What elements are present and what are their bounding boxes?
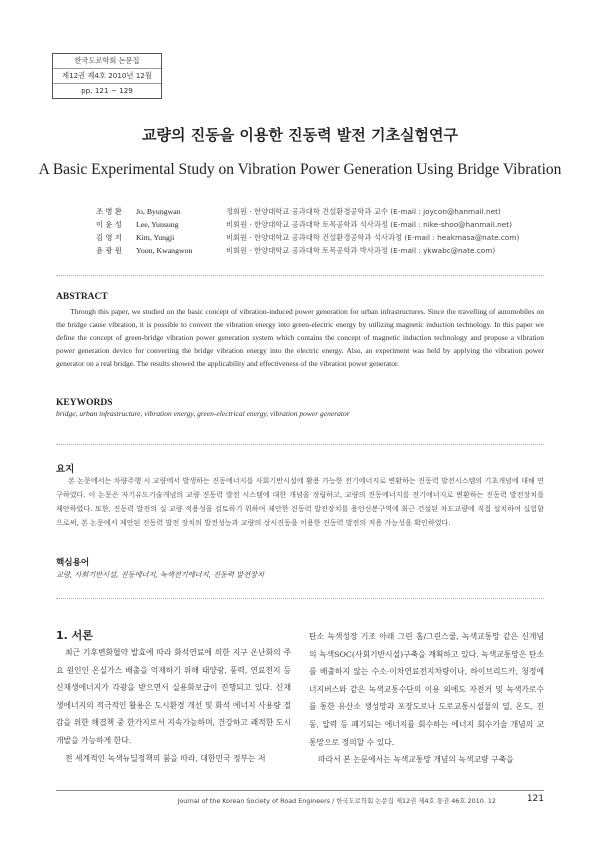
journal-pages: pp. 121 ~ 129 bbox=[53, 83, 161, 98]
page-number: 121 bbox=[526, 794, 544, 804]
author-affiliation: 비회원 · 한양대학교 공과대학 토목공학과 박사과정 (E-mail : ykwabc@nate.com) bbox=[226, 246, 496, 255]
author-name-ko: 윤 광 원 bbox=[96, 246, 122, 255]
author-name-en: Kim, Yungji bbox=[136, 233, 175, 242]
korean-keywords-heading: 핵심용어 bbox=[56, 558, 90, 568]
journal-volume: 제12권 제4호 2010년 12월 bbox=[53, 68, 161, 83]
footer-rule bbox=[56, 790, 544, 791]
body-paragraph: 최근 기후변화협약 발효에 따라 화석연료에 의한 지구 온난화의 주요 원인인 온실가스 배출을 억제하기 위해 태양광, 풍력, 연료전지 등 신재생에너지가 각광을 받으면서 실용화보급이 진행되고 있다. 신재생에너지의 적극적인 활용은 도시환경 개선 및 화석 에너지 사용량 절감을 위한 해결책 중 한가지로서 지속가능하며, 건강하고 쾌적한 도시 개발을 가능하게 한다. bbox=[56, 648, 291, 745]
footer-journal-citation: Journal of the Korean Society of Road Engineers / 한국도로학회 논문집 제12권 제4호 통권 46호 2010. 12 bbox=[177, 797, 496, 805]
author-name-en: Jo, Byungwan bbox=[136, 207, 181, 216]
body-paragraph: 따라서 본 논문에서는 녹색교통망 개념의 녹색교량 구축을 bbox=[318, 755, 514, 765]
author-name-en: Lee, Yunsung bbox=[136, 220, 179, 229]
author-row bbox=[96, 244, 519, 257]
journal-name: 한국도로학회 논문집 bbox=[74, 56, 140, 65]
body-paragraph: 전 세계적인 녹색뉴딜정책의 붐을 따라, 대한민국 정부는 저 bbox=[65, 753, 266, 763]
keywords-heading: KEYWORDS bbox=[56, 398, 113, 408]
divider bbox=[56, 598, 544, 599]
abstract-heading: ABSTRACT bbox=[56, 292, 108, 302]
abstract-text: Through this paper, we studied on the basic concept of vibration-induced power generation for urban infrastructures. Since the travelling of automobiles on the bridge cause vibration, it is possible to convert the vibration energy into green-electric energy by utilizing magnetic induction technology. In this paper we define the concept of green-bridge vibration power generation system which contains the concept of magnetic induction technology and propose a vibration power generation device for converting the bridge vibration energy into the electric energy. Also, an experiment was held by applying the vibration power generator on a real bridge. The results showed the applicability and effectiveness of the vibration power generator. bbox=[56, 307, 544, 369]
journal-info-box bbox=[52, 53, 162, 99]
body-column-left bbox=[56, 628, 291, 767]
section-1-title: 1. 서론 bbox=[56, 629, 93, 642]
author-name-ko: 이 윤 성 bbox=[96, 220, 122, 229]
korean-abstract-text: 본 논문에서는 차량주행 시 교량에서 발생하는 진동에너지를 사회기반시설에 활용 가능한 전기에너지로 변환하는 진동력 발전시스템의 기초개념에 대해 연구하였다. 이 논문은 자기유도기술개념의 교량 진동력 발전 시스템에 대한 개념을 정립하고, 교량의 진동에너지를 전기에너지로 변환하는 진동력 발전장치를 제안하였다. 또한, 진동력 발전의 실 교량 적용성을 검토하기 위하여 제안한 진동력 발전장치를 용인신봉구역에 최근 건설된 차도교량에 직접 설치하여 실험함으로써, 본 논문에서 제안된 진동력 발전 장치의 발전성능과 교량의 상시진동을 이용한 진동력 발전의 적용 가능성을 확인하였다. bbox=[56, 476, 544, 528]
divider bbox=[56, 444, 544, 445]
body-column-right bbox=[309, 628, 544, 769]
body-paragraph: 탄소 녹색성장 기조 아래 그린 홈/그린스쿨, 녹색교통망 같은 신개념의 녹색SOC(사회기반시설)구축을 계획하고 있다. 녹색교통망은 탄소를 배출하지 않는 수소·이차연료전지차량이나, 하이브리드카, 청정에너지버스와 같은 녹색교통수단의 이용 외에도 자전거 및 녹색가로수를 통한 유산소 생성망과 포장도로나 도로교통시설물의 열, 온도, 진동, 압력 등 폐기되는 에너지를 회수하는 에너지 회수기술 개념의 교통망으로 정의할 수 있다. bbox=[309, 632, 544, 747]
author-name-ko: 김 영 지 bbox=[96, 233, 122, 242]
author-list bbox=[96, 205, 519, 257]
divider bbox=[56, 275, 544, 276]
korean-abstract-heading: 요지 bbox=[56, 464, 75, 475]
title-english: A Basic Experimental Study on Vibration Power Generation Using Bridge Vibration bbox=[38, 161, 562, 178]
author-name-ko: 조 병 완 bbox=[96, 207, 122, 216]
title-korean: 교량의 진동을 이용한 진동력 발전 기초실험연구 bbox=[142, 126, 458, 144]
author-row bbox=[96, 205, 519, 218]
author-affiliation: 비회원 · 한양대학교 공과대학 토목공학과 석사과정 (E-mail : nike-shoo@hanmail.net) bbox=[226, 220, 512, 229]
author-row bbox=[96, 231, 519, 244]
keywords-text: bridge, urban infrastructure, vibration energy, green-electrical energy, vibration power generator bbox=[56, 409, 350, 418]
korean-keywords-text: 교량, 사회기반시설, 진동에너지, 녹색전기에너지, 진동력 발전장치 bbox=[56, 570, 265, 579]
author-affiliation: 비회원 · 한양대학교 공과대학 건설환경공학과 석사과정 (E-mail : heakmasa@nate.com) bbox=[226, 233, 520, 242]
author-affiliation: 정회원 · 한양대학교 공과대학 건설환경공학과 교수 (E-mail : joycon@hanmail.net) bbox=[226, 207, 501, 216]
author-row bbox=[96, 218, 519, 231]
author-name-en: Yoon, Kwangwon bbox=[136, 246, 193, 255]
